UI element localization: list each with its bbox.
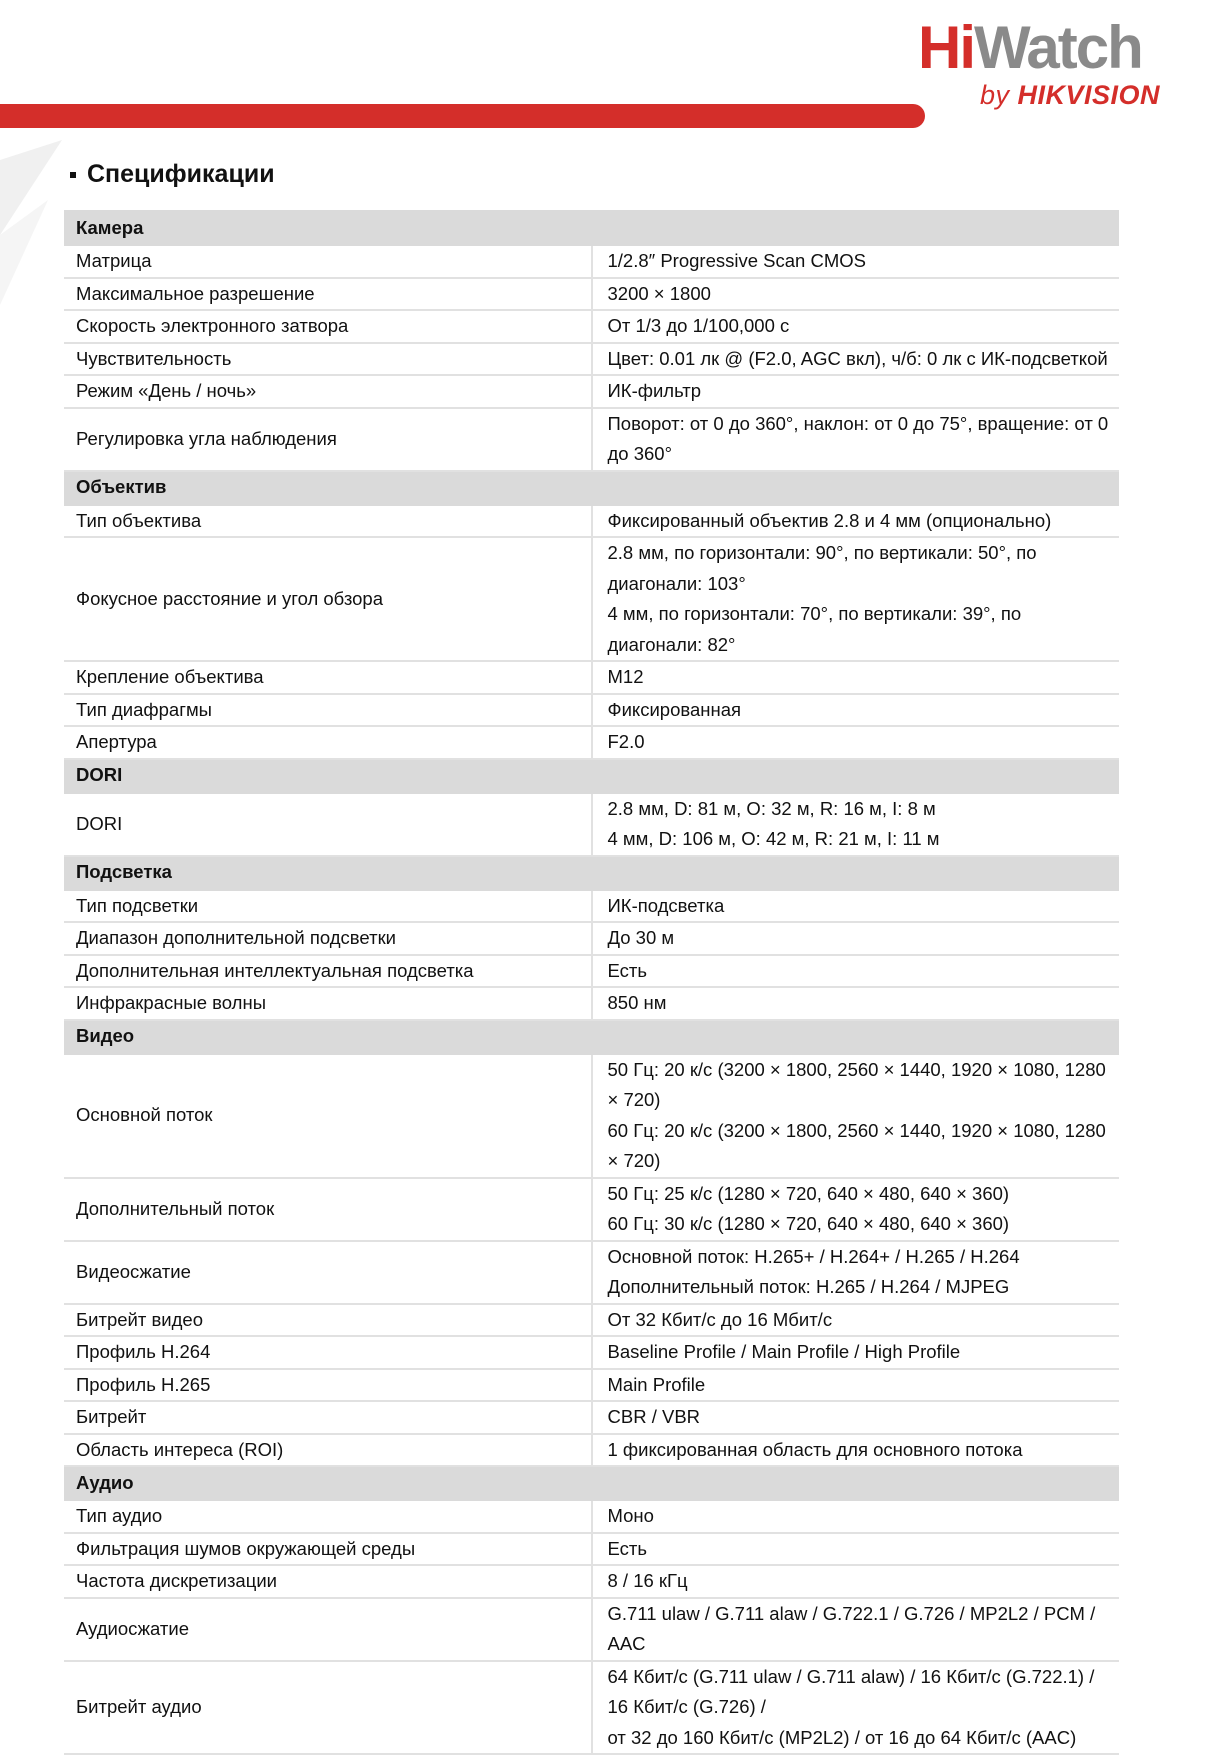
spec-value bbox=[592, 1661, 1120, 1755]
logo-wordmark: HiWatch bbox=[918, 14, 1142, 81]
spec-row bbox=[64, 537, 1119, 661]
spec-value bbox=[592, 1304, 1120, 1337]
spec-value bbox=[592, 987, 1120, 1020]
spec-row bbox=[64, 1241, 1119, 1304]
spec-value-line: До 30 м bbox=[607, 927, 675, 948]
section-header-row bbox=[64, 471, 1119, 505]
spec-label: Дополнительный поток bbox=[64, 1178, 592, 1241]
spec-label: Тип объектива bbox=[64, 505, 592, 538]
spec-value bbox=[592, 793, 1120, 856]
spec-label: Битрейт bbox=[64, 1401, 592, 1434]
spec-value-line: Дополнительный поток: H.265 / H.264 / MJPEG bbox=[607, 1276, 1010, 1297]
spec-value bbox=[592, 375, 1120, 408]
spec-value-line: Main Profile bbox=[607, 1373, 706, 1395]
spec-value bbox=[592, 1369, 1120, 1402]
spec-row bbox=[64, 1434, 1119, 1467]
section-title: Камера bbox=[64, 211, 1119, 245]
section-header-row bbox=[64, 211, 1119, 245]
spec-label: Битрейт видео bbox=[64, 1304, 592, 1337]
spec-row bbox=[64, 1500, 1119, 1533]
spec-value-line: 50 Гц: 20 к/с (3200 × 1800, 2560 × 1440, 1920 × 1080, 1280 × 720) bbox=[607, 1058, 1106, 1110]
section-header-row bbox=[64, 759, 1119, 793]
spec-row bbox=[64, 955, 1119, 988]
spec-row bbox=[64, 408, 1119, 471]
section-title: Видео bbox=[64, 1020, 1119, 1054]
spec-value-line: Есть bbox=[607, 959, 647, 981]
spec-value-line: 60 Гц: 30 к/с (1280 × 720, 640 × 480, 640 × 360) bbox=[607, 1213, 1010, 1234]
spec-value-line: 1 фиксированная область для основного потока bbox=[607, 1438, 1023, 1460]
spec-row bbox=[64, 987, 1119, 1020]
spec-label: Тип подсветки bbox=[64, 890, 592, 923]
spec-value-line: 2.8 мм, по горизонтали: 90°, по вертикали: 50°, по диагонали: 103° bbox=[607, 542, 1037, 594]
spec-value-line: 50 Гц: 25 к/с (1280 × 720, 640 × 480, 640 × 360) bbox=[607, 1182, 1010, 1204]
spec-value-line: 1/2.8″ Progressive Scan CMOS bbox=[607, 250, 866, 271]
spec-label: Регулировка угла наблюдения bbox=[64, 408, 592, 471]
spec-label: Видеосжатие bbox=[64, 1241, 592, 1304]
spec-value bbox=[592, 408, 1120, 471]
spec-value bbox=[592, 661, 1120, 694]
spec-value bbox=[592, 1336, 1120, 1369]
hiwatch-logo bbox=[918, 16, 1168, 110]
spec-row bbox=[64, 1369, 1119, 1402]
spec-label: Матрица bbox=[64, 245, 592, 278]
spec-label: Чувствительность bbox=[64, 343, 592, 376]
spec-row bbox=[64, 726, 1119, 759]
spec-value-line: F2.0 bbox=[607, 731, 645, 752]
spec-value-line: M12 bbox=[607, 666, 644, 687]
spec-value bbox=[592, 890, 1120, 923]
spec-label: Частота дискретизации bbox=[64, 1565, 592, 1598]
section-header-row bbox=[64, 1466, 1119, 1500]
spec-value bbox=[592, 726, 1120, 759]
spec-label: Диапазон дополнительной подсветки bbox=[64, 922, 592, 955]
spec-value-line: От 32 Кбит/с до 16 Мбит/с bbox=[607, 1308, 833, 1330]
spec-row bbox=[64, 1304, 1119, 1337]
spec-row bbox=[64, 1054, 1119, 1178]
spec-value-line: 64 Кбит/с (G.711 ulaw / G.711 alaw) / 16 Кбит/с (G.722.1) / 16 Кбит/с (G.726) / bbox=[607, 1665, 1095, 1717]
logo-subline: by HIKVISION bbox=[980, 80, 1161, 110]
spec-value-line: Моно bbox=[607, 1505, 654, 1526]
section-title: DORI bbox=[64, 759, 1119, 793]
spec-row bbox=[64, 505, 1119, 538]
spec-label: Апертура bbox=[64, 726, 592, 759]
section-title: Объектив bbox=[64, 471, 1119, 505]
spec-label: Скорость электронного затвора bbox=[64, 310, 592, 343]
spec-label: Битрейт аудио bbox=[64, 1661, 592, 1755]
spec-value-line: 4 мм, D: 106 м, O: 42 м, R: 21 м, I: 11 м bbox=[607, 828, 940, 849]
spec-value bbox=[592, 245, 1120, 278]
spec-label: Максимальное разрешение bbox=[64, 278, 592, 311]
page-title: Спецификации bbox=[70, 160, 275, 189]
spec-value-line: Есть bbox=[607, 1537, 647, 1559]
spec-value-line: 4 мм, по горизонтали: 70°, по вертикали: 39°, по диагонали: 82° bbox=[607, 603, 1022, 655]
section-header-row bbox=[64, 856, 1119, 890]
spec-value bbox=[592, 1565, 1120, 1598]
spec-label: Тип диафрагмы bbox=[64, 694, 592, 727]
spec-row bbox=[64, 694, 1119, 727]
spec-value-line: Поворот: от 0 до 360°, наклон: от 0 до 75°, вращение: от 0 до 360° bbox=[607, 412, 1109, 464]
spec-label: Основной поток bbox=[64, 1054, 592, 1178]
spec-row bbox=[64, 890, 1119, 923]
spec-value-line: ИК-фильтр bbox=[607, 380, 702, 401]
spec-label: Фильтрация шумов окружающей среды bbox=[64, 1533, 592, 1566]
spec-value-line: Baseline Profile / Main Profile / High Profile bbox=[607, 1341, 961, 1362]
spec-value bbox=[592, 955, 1120, 988]
spec-row bbox=[64, 1401, 1119, 1434]
spec-value bbox=[592, 1178, 1120, 1241]
spec-label: Дополнительная интеллектуальная подсветка bbox=[64, 955, 592, 988]
spec-row bbox=[64, 1178, 1119, 1241]
spec-row bbox=[64, 245, 1119, 278]
spec-value-line: Фиксированная bbox=[607, 698, 742, 720]
spec-row bbox=[64, 1565, 1119, 1598]
spec-value-line: 3200 × 1800 bbox=[607, 282, 711, 304]
spec-row bbox=[64, 310, 1119, 343]
spec-value-line: Фиксированный объектив 2.8 и 4 мм (опционально) bbox=[607, 509, 1052, 531]
spec-value bbox=[592, 278, 1120, 311]
spec-row bbox=[64, 1598, 1119, 1661]
spec-value bbox=[592, 1434, 1120, 1467]
spec-label: DORI bbox=[64, 793, 592, 856]
spec-label: Инфракрасные волны bbox=[64, 987, 592, 1020]
spec-row bbox=[64, 1661, 1119, 1755]
spec-value bbox=[592, 505, 1120, 538]
spec-label: Область интереса (ROI) bbox=[64, 1434, 592, 1467]
spec-value bbox=[592, 1401, 1120, 1434]
spec-row bbox=[64, 278, 1119, 311]
spec-value-line: Цвет: 0.01 лк @ (F2.0, AGC вкл), ч/б: 0 лк с ИК-подсветкой bbox=[607, 347, 1108, 369]
spec-value bbox=[592, 537, 1120, 661]
spec-label: Профиль H.264 bbox=[64, 1336, 592, 1369]
spec-value-line: от 32 до 160 Кбит/с (MP2L2) / от 16 до 64 Кбит/с (AAC) bbox=[607, 1726, 1077, 1748]
spec-row bbox=[64, 922, 1119, 955]
section-header-row bbox=[64, 1020, 1119, 1054]
bullet-icon bbox=[70, 172, 76, 178]
header-red-bar bbox=[0, 104, 925, 128]
spec-value-line: 2.8 мм, D: 81 м, O: 32 м, R: 16 м, I: 8 м bbox=[607, 797, 936, 819]
spec-value bbox=[592, 343, 1120, 376]
spec-value bbox=[592, 694, 1120, 727]
spec-table bbox=[64, 210, 1119, 1755]
spec-value bbox=[592, 1241, 1120, 1304]
spec-label: Фокусное расстояние и угол обзора bbox=[64, 537, 592, 661]
spec-row bbox=[64, 343, 1119, 376]
spec-row bbox=[64, 1533, 1119, 1566]
spec-value-line: ИК-подсветка bbox=[607, 894, 725, 916]
spec-value-line: Основной поток: H.265+ / H.264+ / H.265 / H.264 bbox=[607, 1245, 1020, 1267]
spec-value bbox=[592, 1500, 1120, 1533]
spec-row bbox=[64, 661, 1119, 694]
spec-value bbox=[592, 1598, 1120, 1661]
spec-value bbox=[592, 1054, 1120, 1178]
spec-label: Аудиосжатие bbox=[64, 1598, 592, 1661]
corner-decoration bbox=[0, 140, 70, 310]
spec-value-line: G.711 ulaw / G.711 alaw / G.722.1 / G.726 / MP2L2 / PCM / AAC bbox=[607, 1602, 1096, 1654]
spec-label: Тип аудио bbox=[64, 1500, 592, 1533]
spec-row bbox=[64, 375, 1119, 408]
spec-value bbox=[592, 922, 1120, 955]
spec-value-line: 60 Гц: 20 к/с (3200 × 1800, 2560 × 1440, 1920 × 1080, 1280 × 720) bbox=[607, 1119, 1106, 1171]
spec-label: Крепление объектива bbox=[64, 661, 592, 694]
spec-value-line: 850 нм bbox=[607, 992, 667, 1013]
spec-label: Режим «День / ночь» bbox=[64, 375, 592, 408]
spec-value-line: CBR / VBR bbox=[607, 1406, 701, 1427]
spec-value bbox=[592, 310, 1120, 343]
spec-value-line: От 1/3 до 1/100,000 с bbox=[607, 315, 790, 336]
spec-row bbox=[64, 1336, 1119, 1369]
spec-label: Профиль H.265 bbox=[64, 1369, 592, 1402]
spec-value bbox=[592, 1533, 1120, 1566]
section-title: Подсветка bbox=[64, 856, 1119, 890]
section-title: Аудио bbox=[64, 1466, 1119, 1500]
spec-row bbox=[64, 793, 1119, 856]
spec-value-line: 8 / 16 кГц bbox=[607, 1570, 688, 1591]
